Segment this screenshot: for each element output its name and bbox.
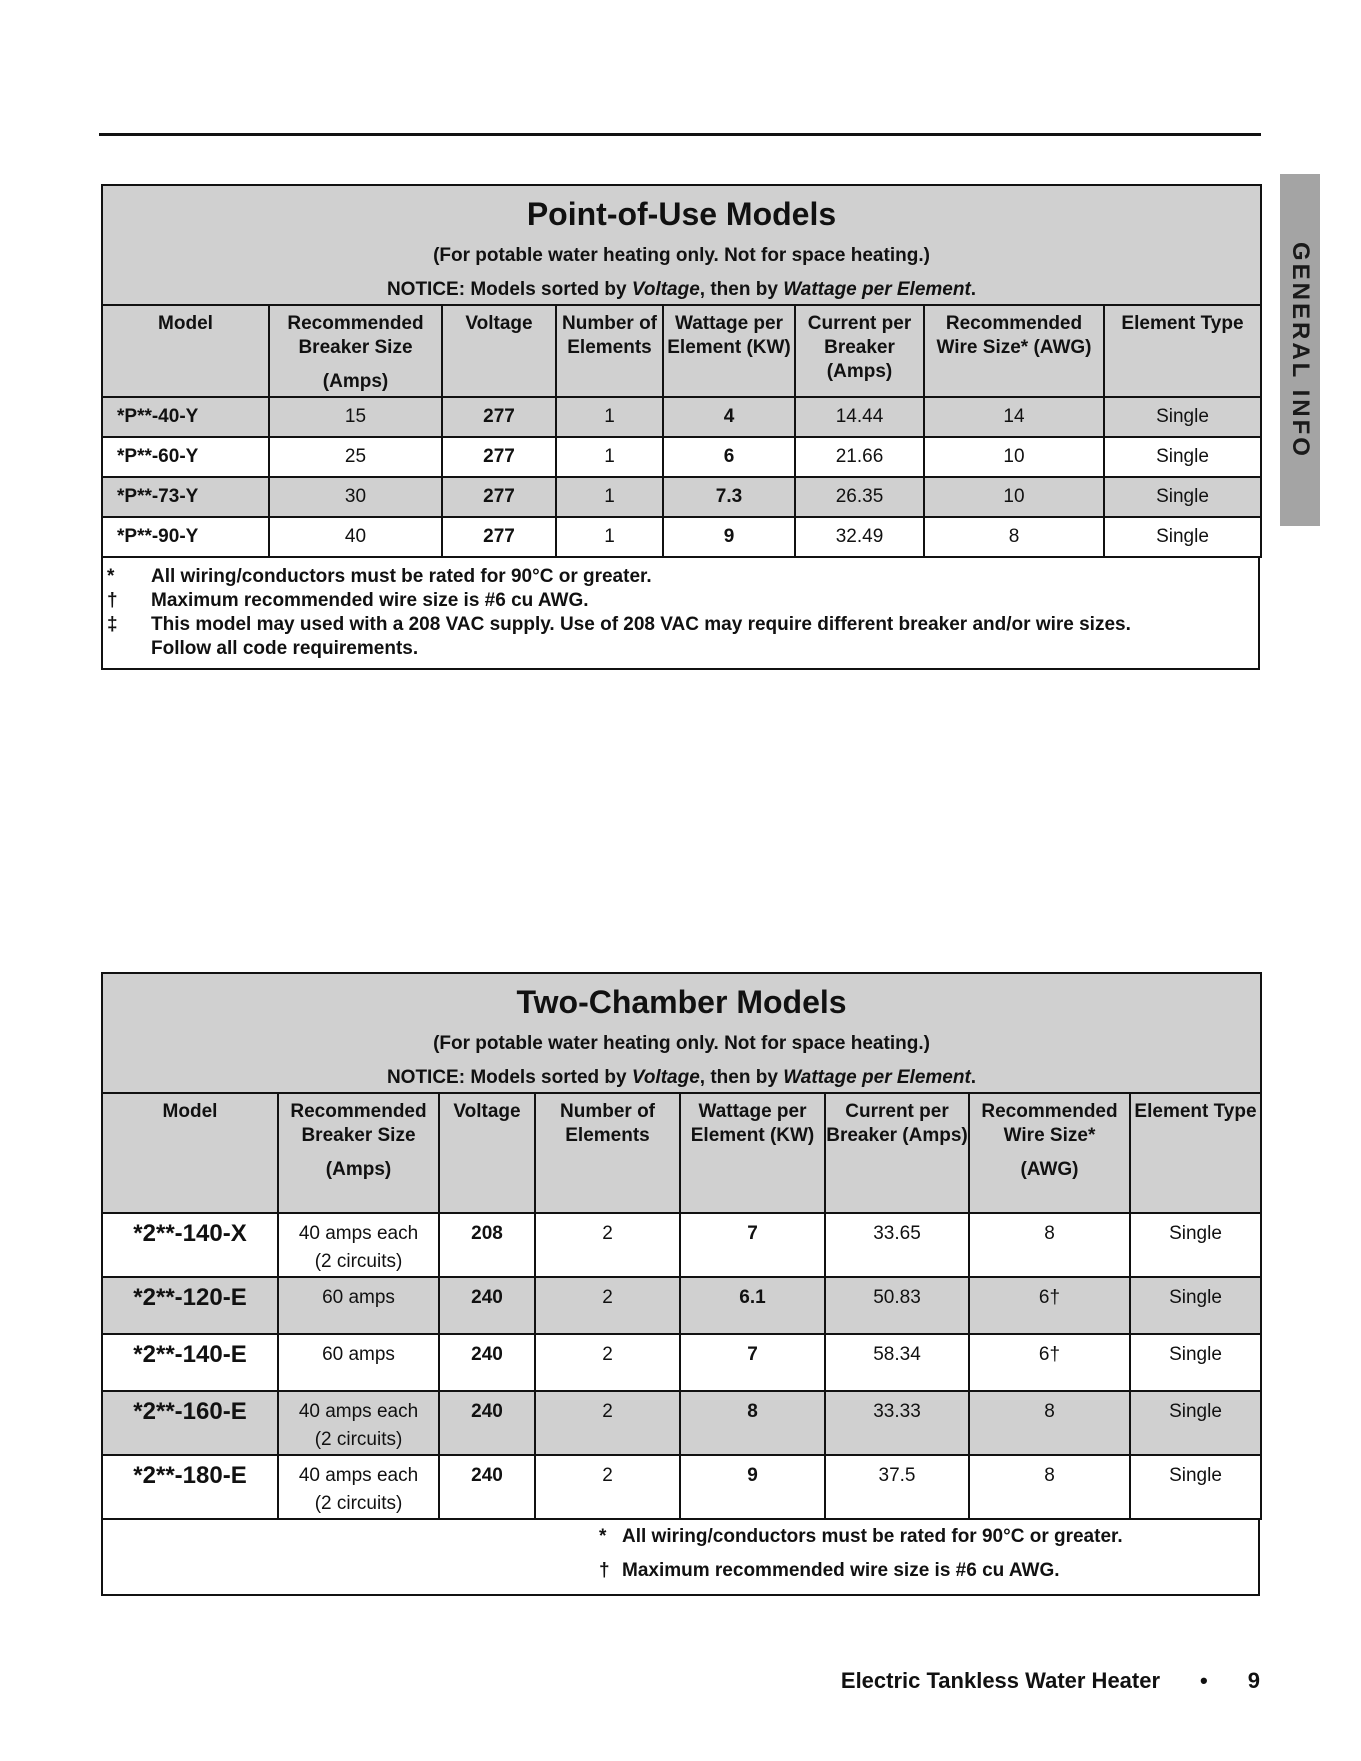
- footer-title: Electric Tankless Water Heater: [840, 1668, 1161, 1693]
- point-of-use-table: [101, 184, 1260, 670]
- cell-wattage: 6.1: [680, 1277, 825, 1334]
- table-notes: [101, 558, 1260, 670]
- cell-wattage: 6: [663, 437, 795, 477]
- cell-wire: 14: [924, 397, 1104, 437]
- top-rule: [99, 133, 1261, 136]
- table-row: [102, 477, 1261, 517]
- breaker-line: 60 amps: [322, 1344, 395, 1365]
- note-symbol: *: [107, 566, 115, 587]
- table-header: [102, 973, 1261, 1093]
- cell-wire: 8: [969, 1391, 1130, 1455]
- col-elements: Number of Elements: [535, 1093, 680, 1213]
- cell-current: 21.66: [795, 437, 924, 477]
- cell-wattage: 9: [680, 1455, 825, 1519]
- cell-wire: 10: [924, 477, 1104, 517]
- note-symbol: ‡: [107, 614, 118, 635]
- cell-elements: 1: [556, 397, 663, 437]
- section-tab: [1280, 174, 1320, 526]
- col-wattage: Wattage per Element (KW): [663, 305, 795, 397]
- cell-type: Single: [1104, 517, 1261, 557]
- cell-wattage: 7: [680, 1334, 825, 1391]
- cell-breaker: 30: [269, 477, 442, 517]
- col-current: Current per Breaker (Amps): [795, 305, 924, 397]
- cell-elements: 2: [535, 1455, 680, 1519]
- col-voltage: Voltage: [439, 1093, 535, 1213]
- note-symbol: †: [107, 590, 118, 611]
- cell-model: *P**-60-Y: [102, 437, 269, 477]
- table-row: [102, 1277, 1261, 1334]
- note-text: This model may used with a 208 VAC supply. Use of 208 VAC may require different breaker and/or wire sizes.: [151, 614, 1131, 635]
- cell-model: *P**-73-Y: [102, 477, 269, 517]
- cell-type: Single: [1104, 437, 1261, 477]
- cell-breaker: 15: [269, 397, 442, 437]
- table-header: [102, 185, 1261, 305]
- note-text: All wiring/conductors must be rated for 90°C or greater.: [151, 566, 652, 587]
- footer-bullet: •: [1200, 1668, 1208, 1693]
- note-symbol: *: [599, 1526, 607, 1547]
- col-wire: Recommended Wire Size* (AWG): [924, 305, 1104, 397]
- cell-type: Single: [1130, 1391, 1261, 1455]
- col-elements: Number of Elements: [556, 305, 663, 397]
- two-chamber-table: [101, 972, 1260, 1596]
- col-breaker: Recommended Breaker Size (Amps): [269, 305, 442, 397]
- cell-wattage: 9: [663, 517, 795, 557]
- col-wire: Recommended Wire Size* (AWG): [969, 1093, 1130, 1213]
- note-text: Maximum recommended wire size is #6 cu AWG.: [622, 1560, 1060, 1581]
- page-footer: [0, 1668, 1260, 1694]
- cell-type: Single: [1130, 1334, 1261, 1391]
- table-row: [102, 1334, 1261, 1391]
- cell-wire: 8: [969, 1213, 1130, 1277]
- cell-wattage: 8: [680, 1391, 825, 1455]
- note-symbol: †: [599, 1560, 610, 1581]
- cell-type: Single: [1104, 477, 1261, 517]
- table-subtitle: (For potable water heating only. Not for space heating.): [433, 244, 930, 266]
- cell-wire: 8: [969, 1455, 1130, 1519]
- cell-voltage: 240: [439, 1391, 535, 1455]
- cell-wire: 8: [924, 517, 1104, 557]
- col-model: Model: [102, 305, 269, 397]
- table-row: [102, 1455, 1261, 1519]
- col-wattage: Wattage per Element (KW): [680, 1093, 825, 1213]
- breaker-line: 40 amps each: [298, 1465, 419, 1486]
- table-row: [102, 1391, 1261, 1455]
- cell-current: 14.44: [795, 397, 924, 437]
- breaker-line: 40 amps each: [298, 1223, 419, 1244]
- col-type: Element Type: [1130, 1093, 1261, 1213]
- cell-breaker: 25: [269, 437, 442, 477]
- cell-voltage: 240: [439, 1334, 535, 1391]
- cell-wattage: 7.3: [663, 477, 795, 517]
- table-title: Point-of-Use Models: [526, 195, 837, 232]
- cell-voltage: 208: [439, 1213, 535, 1277]
- cell-voltage: 277: [442, 477, 556, 517]
- table-notice: NOTICE: Models sorted by Voltage, then by Wattage per Element.: [386, 278, 977, 300]
- col-breaker: Recommended Breaker Size (Amps): [278, 1093, 439, 1213]
- col-current: Current per Breaker (Amps): [825, 1093, 969, 1213]
- breaker-line: 40 amps each: [298, 1401, 419, 1422]
- cell-type: Single: [1104, 397, 1261, 437]
- cell-elements: 1: [556, 477, 663, 517]
- cell-wire: 6†: [969, 1277, 1130, 1334]
- breaker-circuits: (2 circuits): [314, 1429, 403, 1450]
- cell-wattage: 4: [663, 397, 795, 437]
- col-model: Model: [102, 1093, 278, 1213]
- cell-elements: 2: [535, 1391, 680, 1455]
- cell-breaker: 40: [269, 517, 442, 557]
- cell-model: *2**-140-E: [102, 1334, 278, 1391]
- cell-current: 50.83: [825, 1277, 969, 1334]
- cell-breaker: [278, 1455, 439, 1519]
- breaker-line: 60 amps: [322, 1287, 395, 1308]
- cell-elements: 2: [535, 1213, 680, 1277]
- table-row: [102, 437, 1261, 477]
- col-voltage: Voltage: [442, 305, 556, 397]
- page-number: 9: [1247, 1668, 1260, 1693]
- cell-model: *2**-160-E: [102, 1391, 278, 1455]
- table-row: [102, 397, 1261, 437]
- cell-current: 33.65: [825, 1213, 969, 1277]
- cell-elements: 1: [556, 437, 663, 477]
- cell-elements: 2: [535, 1277, 680, 1334]
- cell-model: *2**-120-E: [102, 1277, 278, 1334]
- table-row: [102, 517, 1261, 557]
- breaker-circuits: (2 circuits): [314, 1251, 403, 1272]
- note-text: Follow all code requirements.: [151, 638, 419, 659]
- cell-type: Single: [1130, 1455, 1261, 1519]
- note-text: All wiring/conductors must be rated for 90°C or greater.: [622, 1526, 1123, 1547]
- table-subtitle: (For potable water heating only. Not for space heating.): [433, 1032, 930, 1054]
- note-text: Maximum recommended wire size is #6 cu AWG.: [151, 590, 589, 611]
- breaker-circuits: (2 circuits): [314, 1493, 403, 1514]
- cell-model: *P**-40-Y: [102, 397, 269, 437]
- table-title: Two-Chamber Models: [516, 983, 847, 1020]
- cell-type: Single: [1130, 1213, 1261, 1277]
- col-type: Element Type: [1104, 305, 1261, 397]
- cell-model: *2**-180-E: [102, 1455, 278, 1519]
- cell-elements: 2: [535, 1334, 680, 1391]
- cell-current: 37.5: [825, 1455, 969, 1519]
- cell-current: 33.33: [825, 1391, 969, 1455]
- cell-elements: 1: [556, 517, 663, 557]
- cell-breaker: [278, 1391, 439, 1455]
- cell-voltage: 277: [442, 517, 556, 557]
- cell-wire: 6†: [969, 1334, 1130, 1391]
- cell-breaker: [278, 1277, 439, 1334]
- cell-voltage: 277: [442, 437, 556, 477]
- cell-model: *2**-140-X: [102, 1213, 278, 1277]
- cell-breaker: [278, 1334, 439, 1391]
- cell-voltage: 277: [442, 397, 556, 437]
- cell-wire: 10: [924, 437, 1104, 477]
- cell-wattage: 7: [680, 1213, 825, 1277]
- table-notes: [101, 1520, 1260, 1596]
- table-notice: NOTICE: Models sorted by Voltage, then by Wattage per Element.: [386, 1066, 977, 1088]
- cell-current: 32.49: [795, 517, 924, 557]
- cell-model: *P**-90-Y: [102, 517, 269, 557]
- cell-voltage: 240: [439, 1455, 535, 1519]
- cell-voltage: 240: [439, 1277, 535, 1334]
- section-tab-label: GENERAL INFO: [1287, 241, 1314, 459]
- cell-current: 58.34: [825, 1334, 969, 1391]
- table-row: [102, 1213, 1261, 1277]
- cell-breaker: [278, 1213, 439, 1277]
- cell-current: 26.35: [795, 477, 924, 517]
- cell-type: Single: [1130, 1277, 1261, 1334]
